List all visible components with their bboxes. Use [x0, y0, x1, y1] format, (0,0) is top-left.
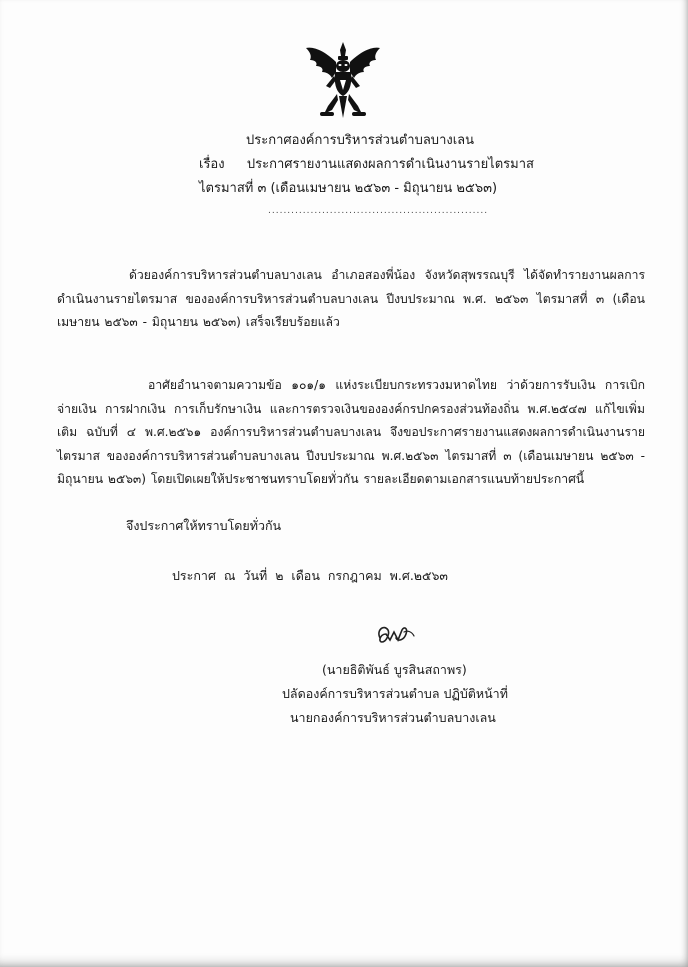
signatory-position-2: นายกองค์การบริหารส่วนตำบลบางเลน: [290, 710, 496, 725]
paragraph-1: ด้วยองค์การบริหารส่วนตำบลบางเลน อำเภอสองพี่น้อง จังหวัดสุพรรณบุรี ได้จัดทำรายงานผลการดำเนินงานรายไตรมาส ขององค์การบริหารส่วนตำบลบางเลน ปีงบประมาณ พ.ศ. ๒๕๖๓ ไตรมาสที่ ๓ (เดือนเมษายน ๒๕๖๓ - มิถุนายน ๒๕๖๓) เสร็จเรียบร้อยแล้ว: [57, 268, 645, 329]
handwritten-signature: [374, 620, 418, 650]
paragraph-2: อาศัยอำนาจตามความข้อ ๑๐๑/๑ แห่งระเบียบกระทรวงมหาดไทย ว่าด้วยการรับเงิน การเบิกจ่ายเงิน การฝากเงิน การเก็บรักษาเงิน และการตรวจเงินขององค์กรปกครองส่วนท้องถิ่น พ.ศ.๒๕๔๗ แก้ไขเพิ่มเติม ฉบับที่ ๔ พ.ศ.๒๕๖๑ องค์การบริหารส่วนตำบลบางเลน จึงขอประกาศรายงานแสดงผลการดำเนินงานรายไตรมาส ขององค์การบริหารส่วนตำบลบางเลน ปีงบประมาณ พ.ศ.๒๕๖๓ ไตรมาสที่ ๓ (เดือนเมษายน ๒๕๖๓ - มิถุนายน ๒๕๖๓) โดยเปิดเผยให้ประชาชนทราบโดยทั่วกัน รายละเอียดตามเอกสารแนบท้ายประกาศนี้: [57, 378, 645, 486]
header-divider: .........................................................: [268, 206, 489, 216]
signatory-name: (นายธิติพันธ์ บูรสินสถาพร): [322, 662, 467, 677]
garuda-emblem-icon: [304, 40, 382, 122]
subject-text: ประกาศรายงานแสดงผลการดำเนินงานรายไตรมาส: [246, 157, 534, 172]
quarter-line: ไตรมาสที่ ๓ (เดือนเมษายน ๒๕๖๓ - มิถุนายน ๒๕๖๓): [199, 181, 498, 196]
date-line: ประกาศ ณ วันที่ ๒ เดือน กรกฎาคม พ.ศ.๒๕๖๓: [172, 568, 448, 583]
signatory-position-1: ปลัดองค์การบริหารส่วนตำบล ปฏิบัติหน้าที่: [282, 686, 508, 701]
subject-line: [199, 156, 534, 174]
closing-line: จึงประกาศให้ทราบโดยทั่วกัน: [126, 518, 282, 533]
announcement-title: ประกาศองค์การบริหารส่วนตำบลบางเลน: [246, 133, 475, 148]
subject-label: เรื่อง: [199, 157, 225, 172]
